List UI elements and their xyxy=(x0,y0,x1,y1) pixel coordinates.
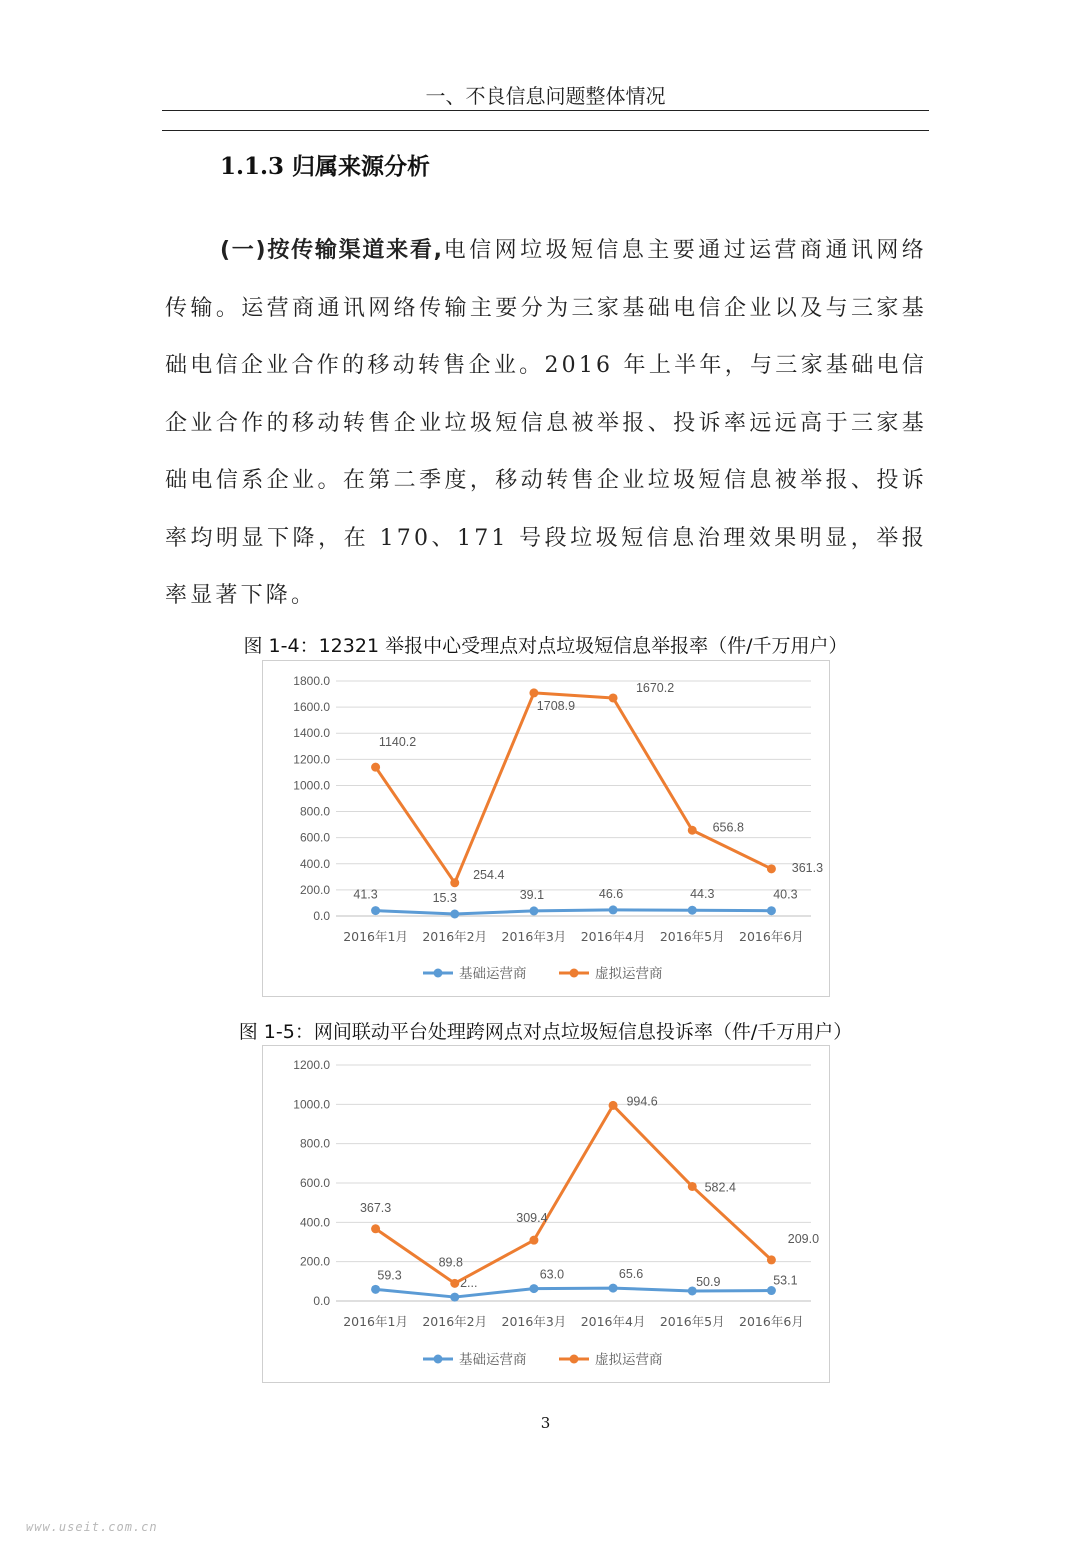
data-label: 1708.9 xyxy=(536,698,576,713)
data-label: 309.4 xyxy=(516,1211,548,1226)
x-tick-label: 2016年2月 xyxy=(422,929,488,944)
watermark: www.useit.com.cn xyxy=(26,1520,158,1534)
x-tick-label: 2016年1月 xyxy=(343,929,408,944)
legend-label: 基础运营商 xyxy=(459,1352,527,1368)
series-line-virtual xyxy=(376,693,772,883)
series-line-basic xyxy=(376,1288,772,1297)
data-point-virtual xyxy=(688,826,697,835)
data-point-basic xyxy=(609,1284,618,1293)
y-tick-label: 0.0 xyxy=(313,909,330,923)
data-point-basic xyxy=(371,906,380,915)
data-label: 367.3 xyxy=(359,1200,392,1215)
data-label: 39.1 xyxy=(519,887,545,902)
data-label: 361.3 xyxy=(791,860,824,875)
data-point-virtual xyxy=(609,693,618,702)
data-label: 994.6 xyxy=(626,1094,658,1109)
legend-label: 基础运营商 xyxy=(459,966,527,982)
data-label: 63.0 xyxy=(539,1267,565,1282)
x-tick-label: 2016年5月 xyxy=(659,929,725,944)
data-point-virtual xyxy=(767,864,776,873)
data-label: 15.3 xyxy=(432,891,457,906)
data-point-basic xyxy=(450,910,459,919)
body-paragraph xyxy=(165,222,927,625)
data-point-basic xyxy=(450,1293,459,1302)
y-tick-label: 400.0 xyxy=(299,1215,330,1230)
data-point-basic xyxy=(371,1285,380,1294)
data-label: 44.3 xyxy=(690,887,715,902)
y-tick-label: 1000.0 xyxy=(293,1097,330,1112)
y-tick-label: 0.0 xyxy=(313,1294,330,1308)
x-tick-label: 2016年3月 xyxy=(501,929,567,944)
legend-swatch-marker xyxy=(570,969,579,978)
chart-2 xyxy=(263,1046,829,1382)
data-label: 41.3 xyxy=(353,887,378,902)
legend-swatch-marker xyxy=(434,969,443,978)
page-number: 3 xyxy=(540,1414,551,1432)
y-tick-label: 200.0 xyxy=(299,1254,330,1269)
data-point-virtual xyxy=(688,1182,697,1191)
page-header-title: 一、不良信息问题整体情况 xyxy=(425,84,666,108)
header-rule-top xyxy=(162,110,929,111)
data-point-virtual xyxy=(529,688,538,697)
data-label: 65.6 xyxy=(618,1267,644,1282)
legend-label: 虚拟运营商 xyxy=(595,1352,663,1368)
series-line-basic xyxy=(376,910,772,914)
data-label: 89.8 xyxy=(438,1255,463,1270)
chart-1-container xyxy=(262,660,830,997)
x-tick-label: 2016年3月 xyxy=(501,1314,567,1329)
data-label: 209.0 xyxy=(787,1231,820,1246)
data-label: 59.3 xyxy=(377,1268,402,1283)
x-tick-label: 2016年6月 xyxy=(739,1314,804,1329)
data-point-virtual xyxy=(529,1236,538,1245)
chart-2-container xyxy=(262,1045,830,1383)
data-label: 1140.2 xyxy=(378,735,417,750)
section-heading: 1.1.3 归属来源分析 xyxy=(220,153,431,180)
data-label: 656.8 xyxy=(712,820,744,835)
data-label: 1670.2 xyxy=(635,680,675,695)
paragraph-lead: (一)按传输渠道来看, xyxy=(220,238,444,263)
data-label: 40.3 xyxy=(773,887,798,902)
y-tick-label: 600.0 xyxy=(299,1176,330,1190)
data-point-basic xyxy=(529,906,538,915)
data-point-basic xyxy=(529,1284,538,1293)
y-tick-label: 800.0 xyxy=(299,1136,330,1151)
x-tick-label: 2016年2月 xyxy=(422,1314,488,1329)
data-label: 2... xyxy=(460,1276,478,1291)
data-label: 53.1 xyxy=(773,1273,798,1288)
y-tick-label: 1400.0 xyxy=(293,726,330,741)
paragraph-text: 电信网垃圾短信息主要通过运营商通讯网络传输。运营商通讯网络传输主要分为三家基础电信企业以及与三家基础电信企业合作的移动转售企业。2016 年上半年，与三家基础电信企业合作的移动转售企业垃圾短信息被举报、投诉率远远高于三家基础电信系企业。在第二季度，移动转售企业垃圾短信息被举报、投诉率均明显下降，在 170、171 号段垃圾短信息治理效果明显，举报率显著下降。 xyxy=(165,238,927,608)
chart-1 xyxy=(263,661,829,996)
data-point-virtual xyxy=(371,763,380,772)
data-label: 254.4 xyxy=(473,867,505,882)
y-tick-label: 1800.0 xyxy=(293,674,330,688)
legend-label: 虚拟运营商 xyxy=(595,966,663,982)
x-tick-label: 2016年1月 xyxy=(343,1314,408,1329)
y-tick-label: 400.0 xyxy=(299,856,330,871)
y-tick-label: 600.0 xyxy=(299,830,330,845)
data-label: 46.6 xyxy=(598,886,624,901)
data-label: 582.4 xyxy=(704,1180,736,1195)
x-tick-label: 2016年4月 xyxy=(580,1314,646,1329)
data-point-virtual xyxy=(450,878,459,887)
legend-swatch-marker xyxy=(434,1355,443,1364)
legend-swatch-marker xyxy=(570,1355,579,1364)
header-rule-bottom xyxy=(162,130,929,131)
data-point-virtual xyxy=(767,1255,776,1264)
figure-1-caption: 图 1-4：12321 举报中心受理点对点垃圾短信息举报率（件/千万用户） xyxy=(243,635,848,657)
data-label: 50.9 xyxy=(696,1274,721,1289)
y-tick-label: 1200.0 xyxy=(293,1058,330,1072)
data-point-virtual xyxy=(371,1224,380,1233)
data-point-virtual xyxy=(609,1101,618,1110)
y-tick-label: 1600.0 xyxy=(293,700,330,715)
x-tick-label: 2016年4月 xyxy=(580,929,646,944)
data-point-basic xyxy=(767,906,776,915)
y-tick-label: 1000.0 xyxy=(293,778,330,793)
x-tick-label: 2016年6月 xyxy=(739,929,804,944)
y-tick-label: 800.0 xyxy=(299,804,330,819)
data-point-virtual xyxy=(450,1279,459,1288)
data-point-basic xyxy=(609,905,618,914)
figure-2-caption: 图 1-5：网间联动平台处理跨网点对点垃圾短信息投诉率（件/千万用户） xyxy=(238,1021,853,1043)
y-tick-label: 1200.0 xyxy=(293,752,330,767)
y-tick-label: 200.0 xyxy=(299,882,330,897)
data-point-basic xyxy=(688,906,697,915)
x-tick-label: 2016年5月 xyxy=(659,1314,725,1329)
